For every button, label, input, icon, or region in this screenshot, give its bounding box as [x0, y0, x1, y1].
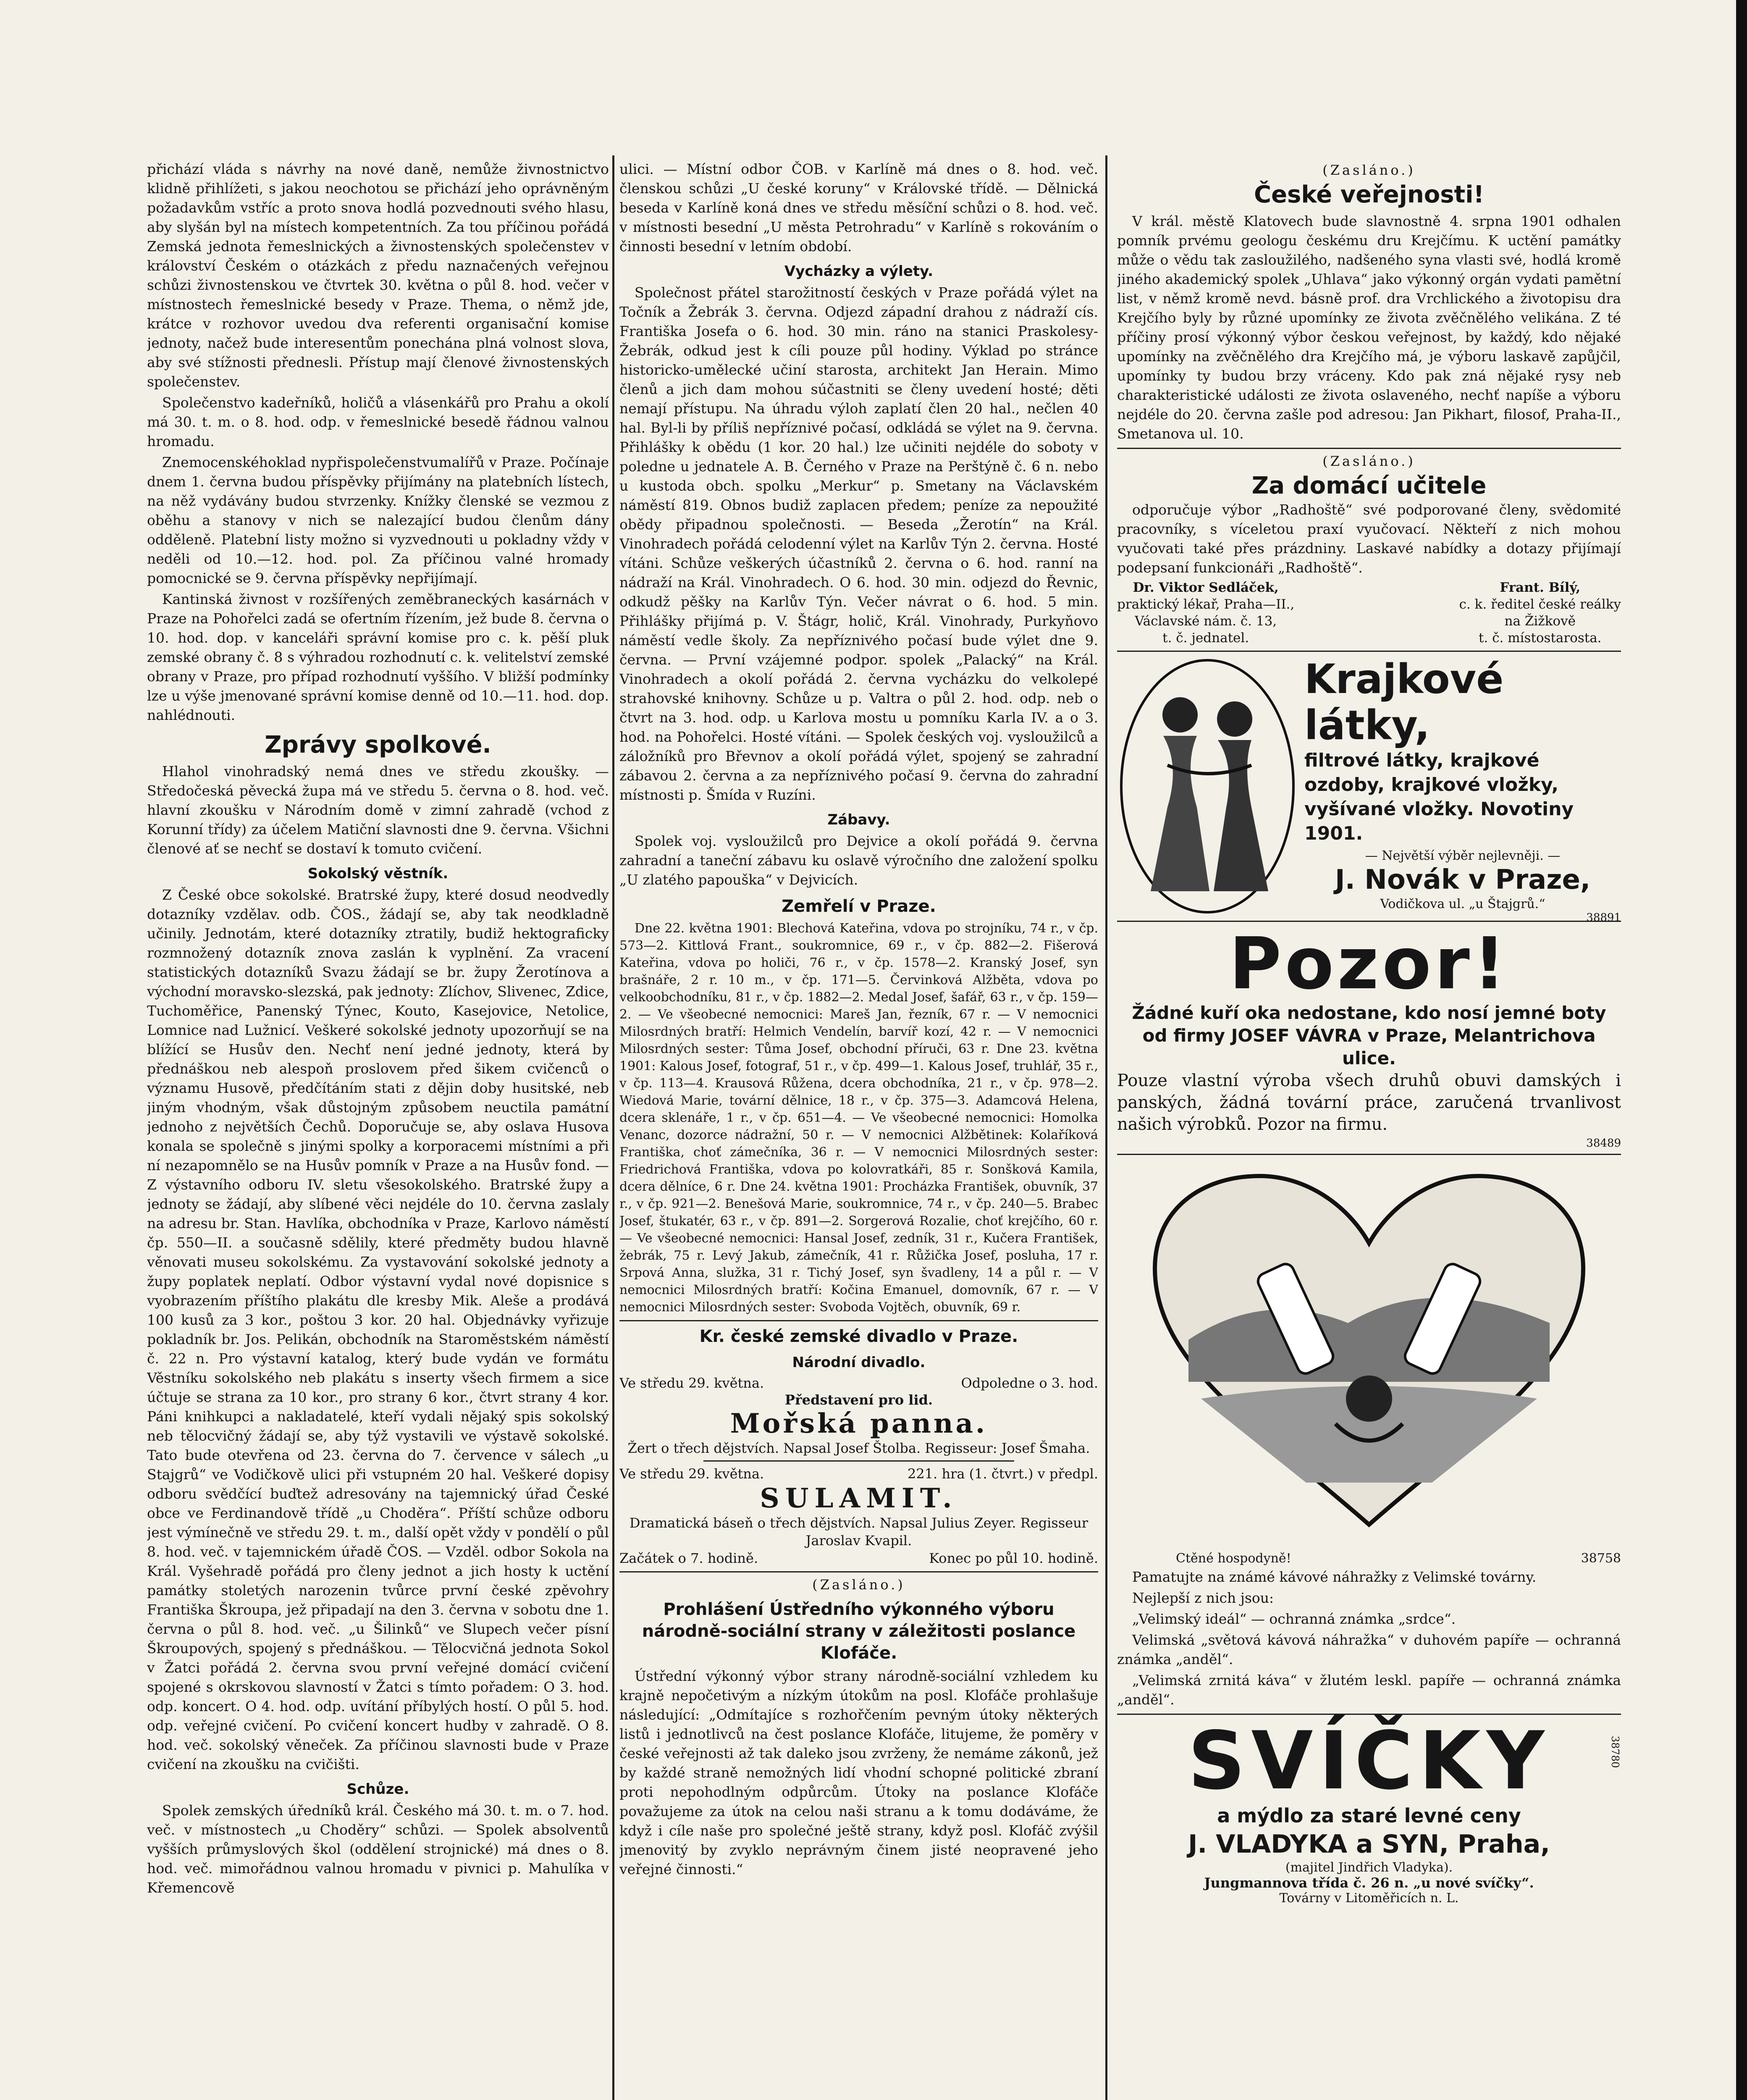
ad-number: 38489 — [1586, 1137, 1621, 1150]
section-heading: Za domácí učitele — [1251, 472, 1487, 499]
article-text: Spolek voj. vysloužilců pro Dejvice a okolí pořádá 9. června zahradní a taneční zábavu ku oslavě výročního dne založení spolku „U zlatého papouška“ v Dejvicích. — [619, 833, 1098, 888]
article-text: V král. městě Klatovech bude slavnostně 4. srpna 1901 odhalen pomník prvému geologu českému dru Krejčímu. K uctění památky může o vědu tak zasloužilého, nadšeného syna vlasti své, hodlá kromě jiného akademický spolek „Uhlava“ jako výkonný orgán vydati pamětní list, v němž kromě nevd. básně prof. dra Vrchlického a životopisu dra Krejčího byly by různé upomínky ze života zvěčnělého velikána. Z té příčiny prosí výkonný výbor českou veřejnost, by každý, kdo nějaké upomínky na zvěčnělého dra Krejčího má, je výboru laskavě zapůjčil, upomínky ty budou brzy vráceny. Kdo pak zná nějaké rysy neb charakteristické události ze života oslaveného, nechť napíše a výboru nejdéle do 20. června zašle pod adresou: Jan Pikhart, filosof, Praha-II., Smetanova ul. 10. — [1117, 213, 1621, 442]
column-1 — [147, 160, 609, 2100]
performance-date: Ve středu 29. května. — [619, 1466, 764, 1482]
zaslano-label: (Zasláno.) — [1322, 453, 1416, 469]
section-heading: Prohlášení Ústředního výkonného výboru národně-sociální strany v záležitosti poslance Klofáče. — [642, 1600, 1076, 1663]
article-text: Hlahol vinohradský nemá dnes ve středu zkoušky. — Středočeská pěvecká župa má ve středu 5. června o 8. hod. več. hlavní zkoušku v Národním domě v zimní zahradě (vchod z Korunní třídy) za účelem Matiční slavnosti dne 9. června. Všichni členové ať se nechť se dostaví k tomuto cvičení. — [147, 763, 609, 857]
article-text: odporučuje výbor „Radhoště“ své podporované členy, svědomité pracovníky, s víceletou praxí vyučovací. Někteří z nich mohou vyučovati také přes prázdniny. Laskavé nabídky a dotazy přijímají podepsaní funkcionáři „Radhoště“. — [1117, 501, 1621, 576]
ad-number: 38758 — [1581, 1551, 1621, 1566]
column-2 — [619, 160, 1098, 2100]
lace-selection: — Největší výběr nejlevněji. — — [1365, 848, 1561, 863]
section-heading: Sokolský věstník. — [307, 865, 449, 882]
heart-advertisement — [1117, 1163, 1621, 1541]
section-heading: Vycházky a výlety. — [784, 263, 934, 280]
article-text: Z České obce sokolské. Bratrské župy, které dosud neodvedly dotazníky vzdělav. odb. ČOS., žádají se, aby tak neodkladně učinily. Jednotám, které dotazníky ztratily, budiž hektograficky rozmnožený dotazník znova zaslán k vyplnění. Za vracení statistických dotazníků Svazu žádají se br. župy Žerotínova a východní moravsko-slezská, pak jednoty: Zlíchov, Slivenec, Zdice, Tuchoměřice, Panenský Týnec, Kouto, Kasejovice, Netolice, Lomnice nad Lužnicí. Veškeré sokolské jednoty upozorňují se na blížící se Husův den. Nechť není jedné jednoty, která by přednáškou neb alespoň proslovem před šikem cvičenců o významu Husově, předčítáním stati z dějin doby husitské, neb jiným vhodným, však důstojným způsobem neuctila památní jednoho z největších Čechů. Doporučuje se, aby oslava Husova konala se společně s jinými spolky a korporacemi místními a při ní nezapomnělo se na Husův pomník v Praze a na Husův fond. — Z výstavního odboru IV. sletu všesokolského. Bratrské župy a jednoty se žádají, aby slíbené věci nejdéle do 10. června zaslaly na adresu br. Stan. Havlíka, obchodníka v Praze, Karlovo náměstí čp. 550—II. a současně sdělily, které předměty budou hlavně věnovati museu sokolskému. Za vystavování sokolské jednoty a župy poplatek neplatí. Odbor výstavní vydal nové dopisnice s vyobrazením příštího plakátu dle kresby Mik. Aleše a prodává 100 kusů za 3 kor., poštou 3 kor. 20 hal. Objednávky vyřizuje pokladník br. Jos. Pelikán, obchodník na Staroměstském náměstí č. 22 n. Pro výstavní katalog, který bude vydán ve formátu Věstníku sokolského neb plakátu s inserty všech firmem a sice účtuje se strana za 10 kor., pro strany 6 kor., čtvrt strany 4 kor. Páni knihkupci a nakladatelé, kteří vydali nějaký spis sokolský neb tělocvičný žádají se, aby týž vystavili ve výstavě sokolské. Tato bude otevřena od 23. června do 7. července v sálech „u Stajgrů“ ve Vodičkově ulici při vstupném 20 hal. Veškeré dopisy odboru svědčící buďtež adresovány na tajemnický úřad České obce ve Ferdinandově třídě „u Choděra“. Příští schůze odboru jest výmínečně ve středu 29. t. m., další opět vždy v pondělí o půl 8. hod. več. v tajemnickém úřadě ČOS. — Vzděl. odbor Sokola na Král. Vyšehradě pořádá pro členy jednot a jich hosty k uctění památky stoletých narozenin tvůrce první české zpěvohry Františka Škroupa, jež připadají na den 3. června v sobotu dne 1. června o půl 8. hod. več. „u Šilinků“ ve Slupech večer písní Škroupových, spojený s přednáškou. — Tělocvičná jednota Sokol v Žatci pořádá 2. června svou první veřejné domácí cvičení spojené s okrskovou slavností v Žatci s tímto pořadem: O 3. hod. odp. koncert. O 4. hod. odp. uvítání příbylých hostí. O půl 5. hod. odp. veřejné cvičení. Po cvičení koncert hudby v zahradě. O 8. hod. več. sokolský věneček. Za příčinou slavnosti bude v Praze cvičení na zkoušku na cvičišti. — [147, 887, 609, 1772]
lace-title: Krajkové látky, — [1304, 656, 1504, 749]
article-text: Společnost přátel starožitností českých v Praze pořádá výlet na Točník a Žebrák 3. června. Odjezd západní drahou z nádraží cís. Františka Josefa o 6. hod. 30 min. ráno na stanici Praskolesy-Žebrák, odkud jest k cíli pouze půl hodiny. Výklad po stránce historicko-umělecké učiní starosta, architekt Jan Herain. Mimo členů a jich dam mohou súčastniti se členy uvedení hosté; děti nemají přístupu. Na úhradu výloh zaplatí člen 20 hal., nečlen 40 hal. Byl-li by příliš nepříznivé počasí, odkládá se výlet na 9. června. Přihlášky k obědu (1 kor. 20 hal.) lze učiniti nejdéle do soboty v poledne u jednatele A. B. Černého v Praze na Perštýně č. 6 n. nebo u kustoda obch. spolku „Merkur“ p. Smetany na Václavském náměstí 819. Obnos budiž zaplacen předem; peníze za nepoužité obědy připadnou společnosti. — Beseda „Žerotín“ na Král. Vinohradech pořádá celodenní výlet na Karlův Týn 2. června. Hosté vítáni. Schůze veškerých účastníků 2. června o 6. hod. ranní na nádraží na Král. Vinohradech. O 6. hod. 30 min. odjezd do Řevnic, odkudž pěšky na Karlův Týn. Večer návrat o 6. hod. 5 min. Přihlášky přijímá p. V. Štágr, holič, Král. Vinohrady, Purkyňovo náměstí vedle školy. Za nepříznivého počasí bude výlet dne 9. června. — První vzájemné podpor. spolek „Palacký“ na Král. Vinohradech a okolí pořádá 2. června vycházku do velkolepé strahovské knihovny. Schůze u p. Valtra o půl 2. hod. odp. neb o čtvrt na 3. hod. odp. u Karlova mostu u pomníku Karla IV. a o 3. hod. na Pohořelci. Hosté vítáni. — Spolek českých voj. vysloužilců a záložníků pro Břevnov a okolí pořádá výlet, spojený se zahradní zábavou 2. června a za nepříznivého počasí 9. června do zahradní místnosti p. Šmída v Ruzíni. — [619, 284, 1098, 803]
theatre-listing — [619, 1326, 1098, 1567]
article-text: Ústřední výkonný výbor strany národně-sociální vzhledem ku krajně nepočetivým a nízkým útokům na posl. Klofáče prohlašuje následující: „Odmítajíce s rozhořčením pevným útoky některých listů i jednotlivců na čest poslance Klofáče, litujeme, že poměry v české veřejnosti až tak daleko jsou zvrženy, že nemáme zákonů, jež by každé straně nemožných lidí vhodní schopné politické zbraní proti nepohodlným odpůrcům. Útoky na poslance Klofáče považujeme za útok na celou naši stranu a k tomu dodáváme, že když i cíle naše pro společné ještě strany, když posl. Klofáč zvýšil jmenovitý by zvyklo neprávným činem jisté neopravené jeho veřejné činnosti.“ — [619, 1668, 1098, 1877]
play-title: SULAMIT. — [760, 1483, 958, 1514]
coffee-text: Pamatujte na známé kávové náhražky z Velimské továrny. — [1132, 1569, 1537, 1585]
section-heading: Zábavy. — [827, 811, 890, 828]
section-heading: Schůze. — [346, 1781, 409, 1798]
section-heading: Zemřelí v Praze. — [782, 897, 936, 916]
candle-tagline: a mýdlo za staré levné ceny — [1217, 1804, 1521, 1827]
shoe-ad-text: Žádné kuří oka nedostane, kdo nosí jemné boty od firmy JOSEF VÁVRA v Praze, Melantrichova ulice. — [1132, 1003, 1606, 1068]
obituary-list: Dne 22. května 1901: Blechová Kateřina, vdova po strojníku, 74 r., v čp. 573—2. Kittlová Frant., soukromnice, 69 r., v čp. 882—2. Fišerová Kateřina, vdova po holiči, 76 r., v čp. 1578—2. Kranský Josef, syn brašnáře, 2 r. 10 m., v čp. 171—5. Červinková Alžběta, vdova po velkoobchodníku, 81 r., v čp. 1882—2. Medal Josef, šafář, 63 r., v čp. 159—2. — Ve všeobecné nemocnici: Mareš Jan, řezník, 67 r. — V nemocnici Milosrdných bratří: Helmich Vendelín, barvíř kozí, 42 r. — V nemocnici Milosrdných sester: Tůma Josef, obchodní příruči, 63 r. Dne 23. května 1901: Kalous Josef, fotograf, 51 r., v čp. 499—1. Kalous Josef, truhlář, 35 r., v čp. 113—4. Krausová Růžena, dcera obchodníka, 21 r., v čp. 978—2. Wiedová Marie, tovární dělnice, 18 r., v čp. 375—3. Adamcová Helena, dcera sklenáře, 1 r., v čp. 651—4. — Ve všeobecné nemocnici: Homolka Venanc, dozorce nádražní, 50 r. — V nemocnici Alžbětinek: Kolaříková Františka, choť zámečníka, 36 r. — V nemocnici Milosrdných sester: Friedrichová Františka, vdova po kolovratkáři, 85 r. Sonšková Kamila, dcera dělníce, 6 r. Dne 24. května 1901: Procházka František, obuvník, 37 r., v čp. 921—2. Benešová Marie, soukromnice, 74 r., v čp. 240—5. Brabec Josef, štukatér, 63 r., v čp. 891—2. Sorgerová Rozalie, choť krejčího, 60 r. — Ve všeobecné nemocnici: Hansal Josef, zedník, 31 r., Kučera František, žebrák, 75 r. Levý Jakub, zámečník, 41 r. Růžička Josef, posluha, 17 r. Srpová Anna, služka, 31 r. Tichý Josef, syn švadleny, 14 a půl r. — V nemocnici Milosrdných bratří: Kočina Emanuel, domovník, 67 r. — V nemocnici Milosrdných sester: Svoboda Vojtěch, obuvník, 69 r. — [619, 921, 1098, 1315]
heart-illustration — [1138, 1163, 1600, 1541]
candle-owner: (majitel Jindřich Vladyka). — [1285, 1860, 1453, 1875]
performance-date: Ve středu 29. května. — [619, 1375, 764, 1391]
coffee-text: Velimská „světová kávová náhražka“ v duhovém papíře — ochranná známka „anděl“. — [1117, 1632, 1621, 1667]
coffee-text: „Velimská zrnitá káva“ v žlutém leskl. papíře — ochranná známka „anděl“. — [1117, 1672, 1621, 1708]
pozor-headline: Pozor! — [1229, 922, 1509, 1005]
coffee-text: „Velimský ideál“ — ochranná známka „srdce“. — [1132, 1611, 1456, 1627]
lace-firm: J. Novák v Praze, — [1335, 864, 1591, 895]
divider — [619, 1571, 1098, 1572]
play-description: Žert o třech dějstvích. Napsal Josef Štolba. Regisseur: Josef Šmaha. — [627, 1440, 1090, 1456]
ladies-illustration — [1117, 656, 1298, 916]
lace-text: filtrové látky, krajkové ozdoby, krajkové vložky, vyšívané vložky. Novotiny 1901. — [1304, 750, 1574, 844]
scan-edge — [1736, 0, 1747, 2100]
divider — [1117, 448, 1621, 449]
signature-left: Dr. Viktor Sedláček, praktický lékař, Praha—II., Václavské nám. č. 13, t. č. jednatel. — [1117, 580, 1295, 646]
candle-advertisement — [1117, 1714, 1621, 1906]
coffee-text: Nejlepší z nich jsou: — [1132, 1590, 1274, 1606]
lace-advertisement — [1117, 656, 1621, 924]
signature-right: Frant. Bílý, c. k. ředitel české reálky na Žižkově t. č. místostarosta. — [1459, 580, 1621, 646]
candle-address: Jungmannova třída č. 26 n. „u nové svíčky“. — [1204, 1875, 1534, 1891]
shoe-ad-body: Pouze vlastní výroba všech druhů obuvi damských i panských, žádná tovární práce, zaručená trvanlivost našich výrobků. Pozor na firmu. — [1117, 1071, 1621, 1134]
article-text: ulici. — Místní odbor ČOB. v Karlíně má dnes o 8. hod. več. členskou schůzi „U české koruny“ v Královské třídě. — Dělnická beseda v Karlíně koná dnes ve středu měsíční schůzi o 8. hod. več. v místnosti besední „U města Petrohradu“ v Karlíně s rokováním o činnosti besední v letním období. — [619, 161, 1098, 255]
performance-time: Odpoledne o 3. hod. — [961, 1375, 1098, 1391]
article-text: Společenstvo kadeřníků, holičů a vlásenkářů pro Prahu a okolí má 30. t. m. o 8. hod. odp. v řemeslnické besedě řádnou valnou hromadu. — [147, 394, 609, 449]
candle-headline: SVÍČKY — [1188, 1714, 1550, 1807]
divider — [703, 1460, 1014, 1462]
lace-address: Vodičkova ul. „u Štajgrů.“ — [1380, 897, 1545, 911]
performance-note: Představení pro lid. — [784, 1392, 933, 1408]
column-rule — [1105, 155, 1107, 2100]
divider — [619, 1320, 1098, 1321]
ad-number: 38891 — [1586, 911, 1621, 924]
section-heading: České veřejnosti! — [1254, 181, 1485, 208]
article-text: Spolek zemských úředníků král. Českého má 30. t. m. o 7. hod. več. v místnostech „u Choděry“ schůzi. — Spolek absolventů vyšších průmyslových škol (oddělení strojnické) má dnes o 8. hod. več. mimořádnou valnou hromadu v pivnici p. Mahulíka v Křemencově — [147, 1802, 609, 1896]
section-heading: Zprávy spolkové. — [265, 731, 491, 759]
theatre-subtitle: Národní divadlo. — [792, 1354, 926, 1371]
column-rule — [612, 155, 614, 2100]
play-title: Mořská panna. — [730, 1408, 988, 1439]
start-time: Začátek o 7. hodině. — [619, 1550, 758, 1566]
candle-factories: Továrny v Litoměřicích n. L. — [1279, 1891, 1459, 1906]
play-description: Dramatická báseň o třech dějstvích. Napsal Julius Zeyer. Regisseur Jaroslav Kvapil. — [629, 1515, 1089, 1549]
divider — [1117, 1154, 1621, 1155]
article-text: přichází vláda s návrhy na nové daně, nemůže živnostnictvo klidně přihlížeti, s jakou neochotou se přichází jeho oprávněným požadavkům vstříc a proto snova hodlá pozvednouti svého hlasu, aby slyšán byl na místech kompetentních. Za tou příčinou pořádá Zemská jednota řemeslnických a živnostenských společenstev v království Českém o otázkách z předu naznačených veřejnou schůzi živnostenskou ve čtvrtek 30. května o půl 8. hod. večer v místnostech řemeslnické besedy v Praze. Thema, o němž jde, krátce v rozhovor uvedou dva referenti organisační komise jednoty, načež bude interesentům ponechána plná volnost slova, aby své stížnosti přednesli. Přístup mají členové živnostenských společenstev. — [147, 161, 609, 390]
ad-number: 38780 — [1609, 1736, 1621, 1768]
article-text: Znemocenskéhoklad nypřispolečenstvumalířů v Praze. Počínaje dnem 1. června budou příspěvky přijímány na platebních lístech, na něž vydávány budou stvrzenky. Knížky členské se vezmou z oběhu a stanovy v nich se nalezající budou členům dány odděleně. Platební listy možno si vyzvednouti u pokladny vždy v neděli od 10.—12. hod. pol. Za příčinou valné hromady pomocnické se 9. června příspěvky nepřijímají. — [147, 454, 609, 586]
column-3 — [1117, 160, 1621, 2100]
coffee-heading: Ctěné hospodyně! — [1176, 1551, 1291, 1566]
zaslano-label: (Zasláno.) — [812, 1577, 905, 1593]
candle-firm: J. VLADYKA a SYN, Praha, — [1188, 1830, 1550, 1859]
zaslano-label: (Zasláno.) — [1322, 162, 1416, 178]
divider — [1117, 651, 1621, 652]
performance-note: 221. hra (1. čtvrt.) v předpl. — [908, 1466, 1098, 1482]
article-text: Kantinská živnost v rozšířených zeměbraneckých kasárnách v Praze na Pohořelci zadá se ofertním řízením, jež bude 8. června o 10. hod. dop. v kanceláři správní komise pro c. k. pěší pluk zemské obrany č. 8 s výhradou rozhodnutí c. k. velitelství zemské obrany v Praze, pro případ rozhodnutí vyššího. V bližší podmínky lze u výše jmenované správní komise denně od 10.—11. hod. dop. nahlédnouti. — [147, 591, 609, 723]
theatre-title: Kr. české zemské divadlo v Praze. — [699, 1327, 1018, 1346]
end-time: Konec po půl 10. hodině. — [929, 1550, 1098, 1566]
